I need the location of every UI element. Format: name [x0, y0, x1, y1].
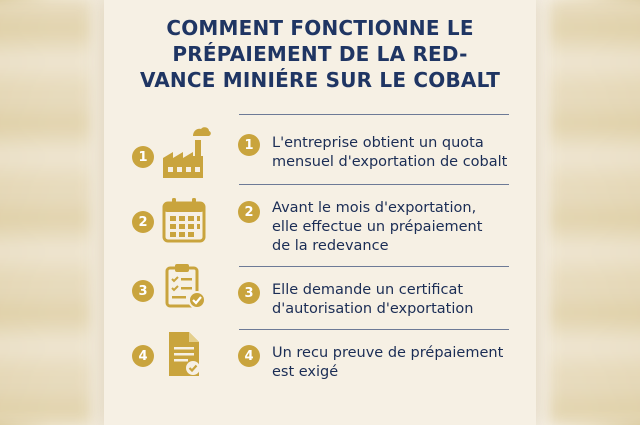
step-number-right-2: 2 — [238, 201, 260, 223]
step-text-3 — [272, 281, 522, 319]
step-4-line-1: Un recu preuve de prépaiement — [272, 345, 504, 361]
step-row-4 — [104, 328, 536, 388]
step-2-line-1: Avant le mois d'exportation, — [272, 200, 477, 216]
step-number-left-2: 2 — [132, 211, 154, 233]
infographic-card — [104, 0, 536, 425]
infographic-title — [104, 15, 536, 93]
step-2-line-2: elle effectue un prépaiement — [272, 219, 483, 235]
step-row-3 — [104, 262, 536, 322]
title-line-1: COMMENT FONCTIONNE LE — [166, 16, 474, 40]
step-number-left-4: 4 — [132, 345, 154, 367]
step-text-1 — [272, 134, 522, 172]
step-number-right-1: 1 — [238, 134, 260, 156]
divider-top — [239, 114, 509, 115]
step-1-line-1: L'entreprise obtient un quota — [272, 135, 484, 151]
step-4-line-2: est exigé — [272, 364, 339, 380]
step-row-1 — [104, 126, 536, 186]
title-line-3: VANCE MINIÉRE SUR LE COBALT — [139, 68, 501, 92]
step-number-left-1: 1 — [132, 146, 154, 168]
document-check-icon — [159, 330, 213, 380]
background-blur-right — [550, 0, 640, 425]
step-number-right-3: 3 — [238, 282, 260, 304]
factory-icon — [159, 126, 213, 182]
step-number-left-3: 3 — [132, 280, 154, 302]
step-1-line-2: mensuel d'exportation de cobalt — [272, 154, 508, 170]
step-text-4 — [272, 344, 522, 382]
title-line-2: PRÉPAIEMENT DE LA RED- — [172, 42, 468, 66]
calendar-icon — [159, 195, 213, 245]
step-number-right-4: 4 — [238, 345, 260, 367]
step-text-2 — [272, 199, 522, 256]
step-2-line-3: de la redevance — [272, 238, 389, 254]
clipboard-check-icon — [159, 262, 213, 312]
divider-1 — [239, 184, 509, 185]
step-3-line-2: d'autorisation d'exportation — [272, 301, 474, 317]
background-blur-left — [0, 0, 90, 425]
step-3-line-1: Elle demande un certificat — [272, 282, 464, 298]
step-row-2 — [104, 195, 536, 255]
